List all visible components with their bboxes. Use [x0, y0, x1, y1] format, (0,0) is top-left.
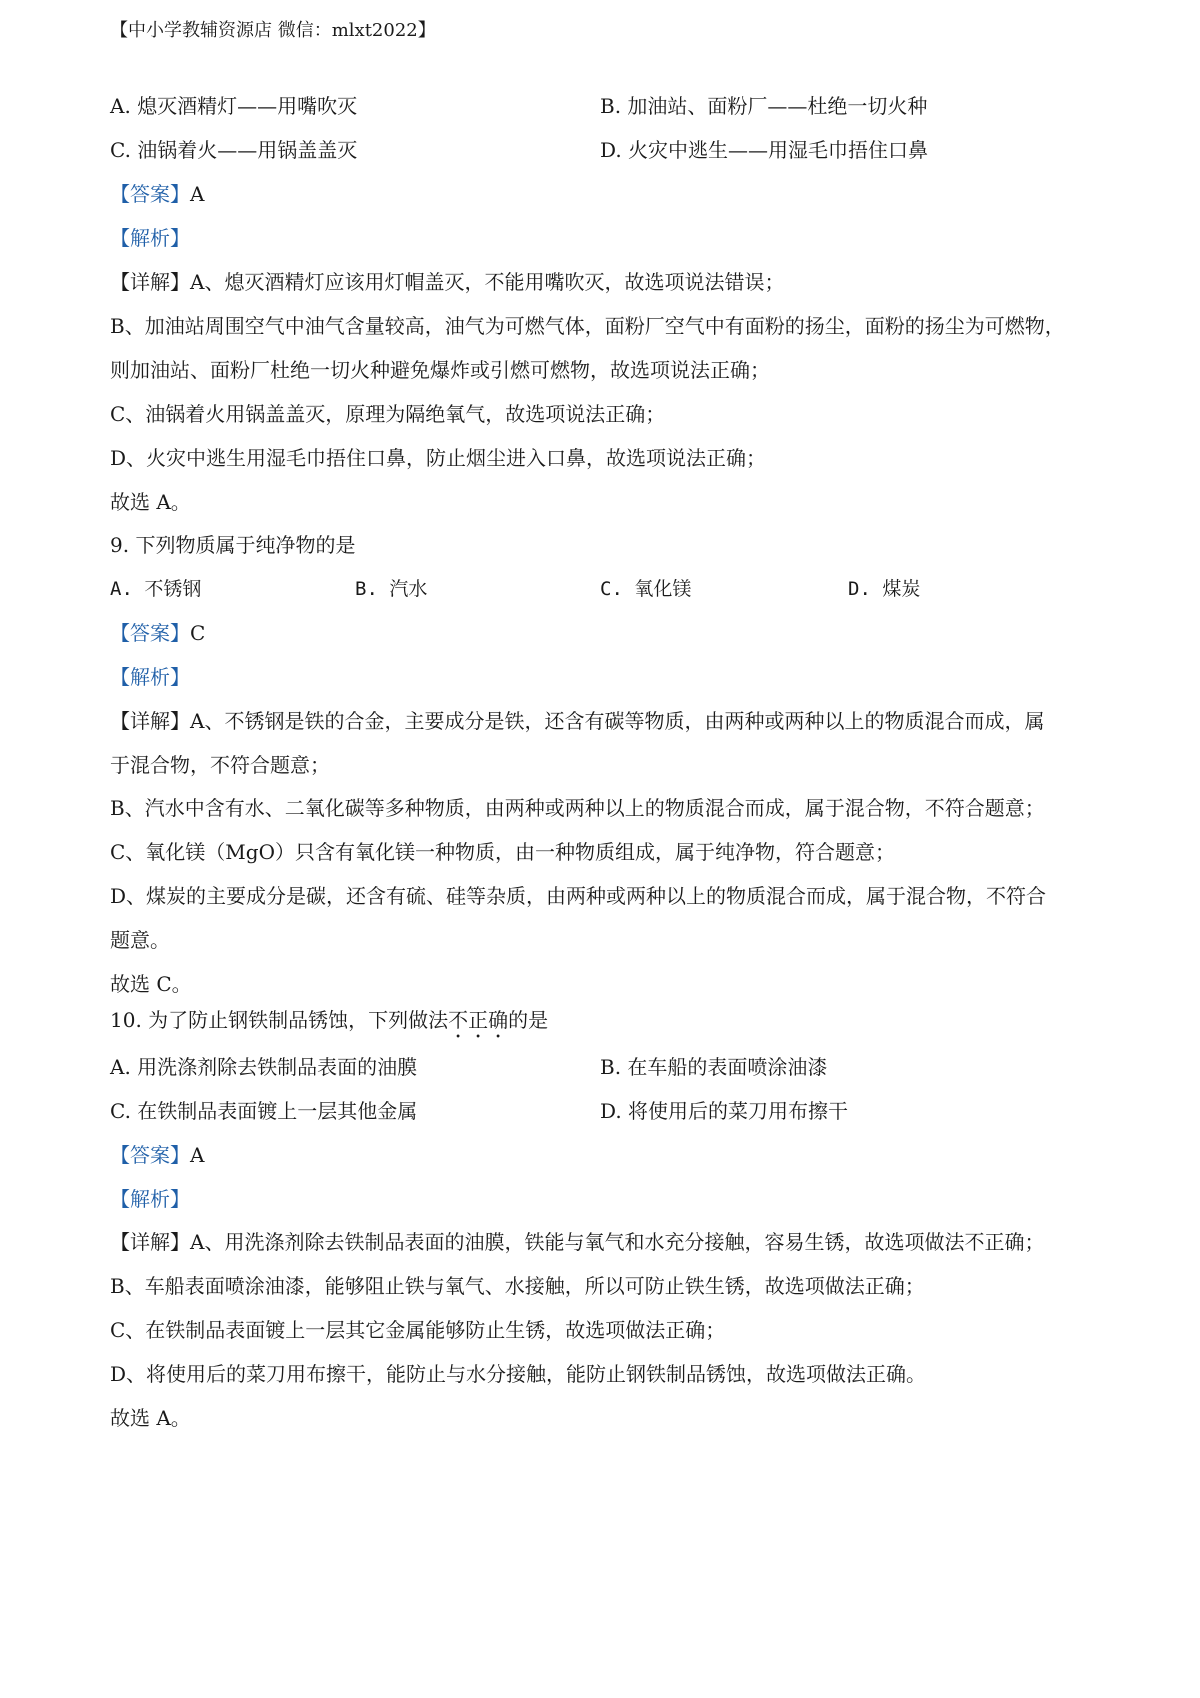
page-header: 【中小学教辅资源店 微信：mlxt2022】 [110, 20, 436, 41]
q8-detail-line-5: D、火灾中逃生用湿毛巾捂住口鼻，防止烟尘进入口鼻，故选项说法正确； [110, 446, 767, 470]
emphasized-negation: 不正确 [448, 1008, 509, 1032]
q9-detail-line-3: B、汽水中含有水、二氧化碳等多种物质，由两种或两种以上的物质混合而成，属于混合物，不符合题意； [110, 796, 1045, 820]
q9-option-d: D. 煤炭 [848, 578, 921, 600]
q9-option-a: A. 不锈钢 [110, 578, 202, 600]
q10-option-a: A. 用洗涤剂除去铁制品表面的油膜 [110, 1055, 418, 1079]
answer-label: 【答案】 [110, 182, 190, 206]
q8-answer [110, 180, 204, 208]
stem-text: 10. 为了防止钢铁制品锈蚀，下列做法 [110, 1008, 449, 1032]
answer-value: A [190, 1143, 205, 1167]
answer-value: A [190, 182, 205, 206]
detail-label: 【详解】 [110, 1230, 190, 1254]
stem-text-end: 的是 [508, 1008, 549, 1032]
q9-option-b: B. 汽水 [355, 578, 428, 600]
detail-text: A、不锈钢是铁的合金，主要成分是铁，还含有碳等物质，由两种或两种以上的物质混合而成，属 [190, 709, 1045, 733]
q10-stem [110, 1006, 548, 1043]
q9-answer [110, 619, 205, 647]
q8-option-c: C. 油锅着火——用锅盖盖灭 [110, 138, 358, 162]
q10-detail-line-3: C、在铁制品表面镀上一层其它金属能够防止生锈，故选项做法正确； [110, 1318, 726, 1342]
q9-option-c: C. 氧化镁 [600, 578, 692, 600]
q8-detail-line-1 [110, 268, 784, 296]
q9-stem: 9. 下列物质属于纯净物的是 [110, 533, 356, 557]
q9-detail-line-2: 于混合物，不符合题意； [110, 753, 330, 777]
q9-conclusion: 故选 C。 [110, 972, 192, 996]
q8-detail-line-2: B、加油站周围空气中油气含量较高，油气为可燃气体，面粉厂空气中有面粉的扬尘，面粉的扬尘为可燃物， [110, 314, 1065, 338]
q10-answer [110, 1141, 204, 1169]
answer-label: 【答案】 [110, 621, 190, 645]
answer-value: C [190, 621, 206, 645]
q10-conclusion: 故选 A。 [110, 1406, 191, 1430]
q10-detail-line-2: B、车船表面喷涂油漆，能够阻止铁与氧气、水接触，所以可防止铁生锈，故选项做法正确； [110, 1274, 925, 1298]
detail-label: 【详解】 [110, 709, 190, 733]
q10-detail-line-1 [110, 1228, 1044, 1256]
q10-detail-line-4: D、将使用后的菜刀用布擦干，能防止与水分接触，能防止钢铁制品锈蚀，故选项做法正确。 [110, 1362, 927, 1386]
q9-detail-line-5: D、煤炭的主要成分是碳，还含有硫、硅等杂质，由两种或两种以上的物质混合而成，属于混合物，不符合 [110, 884, 1047, 908]
q9-detail-line-6: 题意。 [110, 928, 170, 952]
detail-label: 【详解】 [110, 270, 190, 294]
q10-analysis-label: 【解析】 [110, 1187, 190, 1211]
q9-detail-line-4: C、氧化镁（MgO）只含有氧化镁一种物质，由一种物质组成，属于纯净物，符合题意； [110, 840, 895, 864]
q8-option-b: B. 加油站、面粉厂——杜绝一切火种 [600, 94, 928, 118]
q10-option-b: B. 在车船的表面喷涂油漆 [600, 1055, 828, 1079]
q8-analysis-label: 【解析】 [110, 226, 190, 250]
q8-detail-line-4: C、油锅着火用锅盖盖灭，原理为隔绝氧气，故选项说法正确； [110, 402, 666, 426]
detail-text: A、熄灭酒精灯应该用灯帽盖灭，不能用嘴吹灭，故选项说法错误； [190, 270, 785, 294]
q10-option-d: D. 将使用后的菜刀用布擦干 [600, 1099, 849, 1123]
detail-text: A、用洗涤剂除去铁制品表面的油膜，铁能与氧气和水充分接触，容易生锈，故选项做法不正确； [190, 1230, 1045, 1254]
q8-conclusion: 故选 A。 [110, 490, 191, 514]
q9-detail-line-1 [110, 707, 1044, 735]
q8-detail-line-3: 则加油站、面粉厂杜绝一切火种避免爆炸或引燃可燃物，故选项说法正确； [110, 358, 770, 382]
q9-analysis-label: 【解析】 [110, 665, 190, 689]
q8-option-d: D. 火灾中逃生——用湿毛巾捂住口鼻 [600, 138, 929, 162]
q10-option-c: C. 在铁制品表面镀上一层其他金属 [110, 1099, 418, 1123]
q8-option-a: A. 熄灭酒精灯——用嘴吹灭 [110, 94, 358, 118]
answer-label: 【答案】 [110, 1143, 190, 1167]
